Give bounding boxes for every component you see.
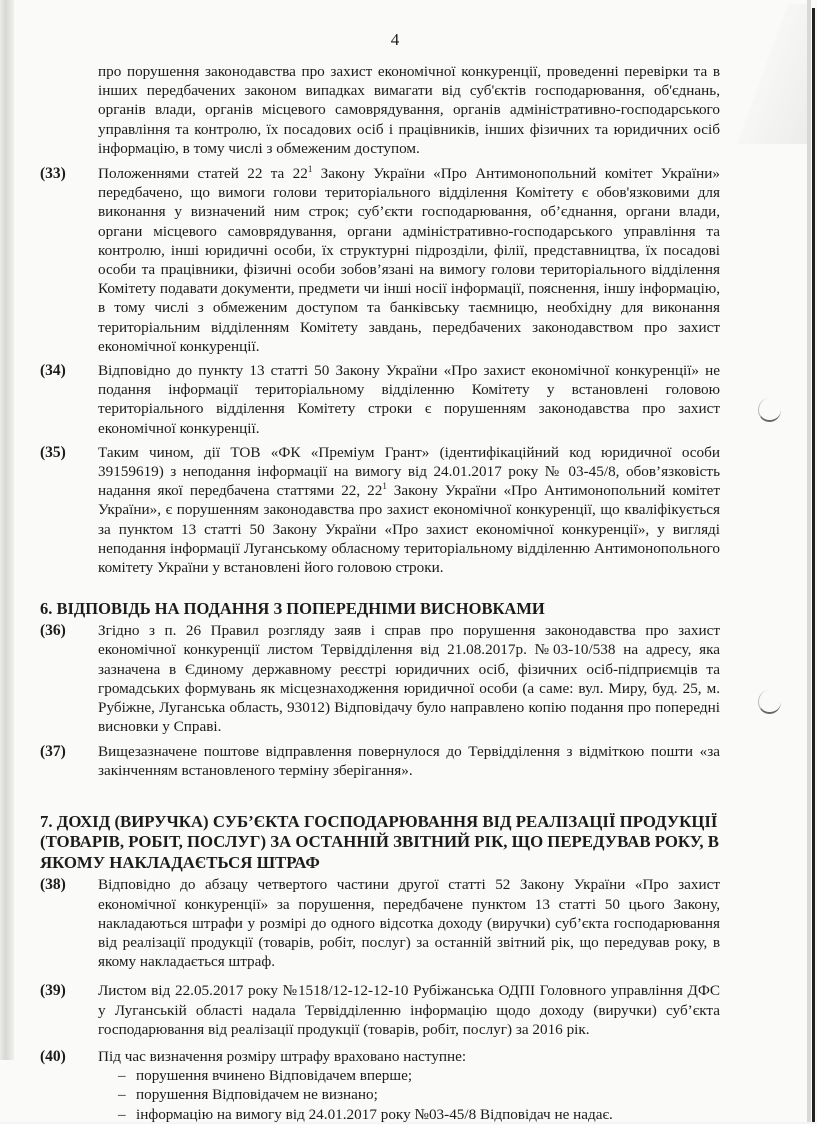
list-item: – інформацію на вимогу від 24.01.2017 року №03-45/8 Відповідач не надає. bbox=[118, 1105, 613, 1123]
paragraph-number: (38) bbox=[40, 876, 66, 894]
paragraph-text: Положеннями статей 22 та $22^1$ Закону України «Про Антимонопольний комітет України» передбачено, що вимоги голови територіального відділення Комітету є обов'язковими для виконання у визначений ним строк; суб’єкти господарювання, об’єднання, органи влади, органи місцевого самоврядування, органи адміністративно-господарського управління та контролю, інші юридичні особи, їх структурні підрозділи, філії, представництва, їх посадові особи та працівники, фізичні особи зобов’язані на вимогу голови територіального відділення Комітету подавати документи, предмети чи інші носії інформації, пояснення, іншу інформацію, в тому числі з обмеженим доступом та банківську таємницю, необхідну для виконання територіальним відділенням Комітету завдань, передбачених законодавством про захист економічної конкуренції. bbox=[98, 163, 721, 355]
page-number: 4 bbox=[390, 30, 400, 49]
numbered-paragraph-39 bbox=[40, 981, 720, 1039]
paragraph-number: (33) bbox=[40, 165, 66, 183]
numbered-paragraph-34 bbox=[40, 361, 720, 438]
punch-hole-icon bbox=[758, 398, 781, 422]
punch-hole-icon bbox=[758, 690, 781, 714]
paragraph-text: Згідно з п. 26 Правил розгляду заяв і справ про порушення законодавства про захист економічної конкуренції листом Тервідділення від 21.08.2017р. №03-10/538 на адресу, яка зазначена в Єдиному державному реєстрі юридичних осіб, фізичних осіб-підприємців та громадських формувань як місцезнаходження юридичної особи (а саме: вул. Миру, буд. 25, м. Рубіжне, Луганська область, 93012) Відповідачу було направлено копію подання про попередні висновки у Справі. bbox=[98, 622, 720, 736]
paragraph-number: (37) bbox=[40, 742, 66, 760]
paragraph-lead: Під час визначення розміру штрафу враховано наступне: bbox=[98, 1048, 467, 1066]
numbered-paragraph-35 bbox=[40, 443, 720, 577]
dash-bullet-icon: – bbox=[118, 1086, 126, 1104]
paragraph-number: (39) bbox=[40, 982, 66, 1000]
paragraph-text: Вищезазначене поштове відправлення повернулося до Тервідділення з відміткою пошти «за закінченням встановленого терміну зберігання». bbox=[98, 742, 720, 779]
paragraph-text: Таким чином, дії ТОВ «ФК «Преміум Грант» (ідентифікаційний код юридичної особи 39159619) з неподання інформації на вимогу від 24.01.2017 року № 03-45/8, обов’язковість надання якої передбачена статтями 22, $22^1$ Закону України «Про Антимонопольний комітет України», є порушенням законодавства про захист економічної конкуренції, що кваліфікується за пунктом 13 статті 50 Закону України «Про захист економічної конкуренції», у вигляді неподання інформації Луганському обласному територіальному відділенню Антимонопольного комітету України у встановлені його головою строки. bbox=[98, 443, 720, 577]
paragraph-number: (36) bbox=[40, 622, 66, 640]
paragraph-number: (40) bbox=[40, 1048, 66, 1066]
numbered-paragraph-36 bbox=[40, 621, 720, 736]
paragraph-text: Відповідно до абзацу четвертого частини другої статті 52 Закону України «Про захист економічної конкуренції» за порушення, передбачене пунктом 13 статті 50 цього Закону, накладаються штрафи у розмірі до одного відсотка доходу (виручки) суб’єкта господарювання від реалізації продукції (товарів, робіт, послуг) за останній звітний рік, що передував року, в якому накладається штраф. bbox=[98, 876, 720, 971]
section-heading-7: 7. ДОХІД (ВИРУЧКА) СУБ’ЄКТА ГОСПОДАРЮВАННЯ ВІД РЕАЛІЗАЦІЇ ПРОДУКЦІЇ (ТОВАРІВ, РОБІТ, ПОСЛУГ) ЗА ОСТАННІЙ ЗВІТНИЙ РІК, ЩО ПЕРЕДУВАВ РОКУ, В ЯКОМУ НАКЛАДАЄТЬСЯ ШТРАФ bbox=[40, 811, 719, 872]
numbered-paragraph-33 bbox=[40, 164, 720, 356]
numbered-paragraph-40 bbox=[40, 1047, 720, 1124]
list-item: – порушення Відповідачем не визнано; bbox=[118, 1086, 378, 1104]
dash-bullet-icon: – bbox=[118, 1105, 126, 1123]
list-item: – порушення вчинено Відповідачем вперше; bbox=[118, 1067, 413, 1085]
scan-right-edge-shadow bbox=[807, 0, 811, 1122]
section-heading-6: 6. ВІДПОВІДЬ НА ПОДАННЯ З ПОПЕРЕДНІМИ ВИСНОВКАМИ bbox=[40, 599, 545, 619]
document-body bbox=[40, 62, 720, 1124]
paragraph-number: (35) bbox=[40, 443, 66, 461]
paragraph-text bbox=[98, 1047, 720, 1124]
scan-right-edge-line bbox=[812, 8, 815, 1122]
numbered-paragraph-38 bbox=[40, 875, 720, 971]
folded-corner bbox=[728, 4, 809, 144]
paragraph-text: Листом від 22.05.2017 року №1518/12-12-12-10 Рубіжанська ОДПІ Головного управління ДФС у Луганській області надала Тервідділенню інформацію щодо доходу (виручки) суб’єкта господарювання від реалізації продукції (товарів, робіт, послуг) за 2016 рік. bbox=[98, 982, 720, 1038]
numbered-paragraph-37 bbox=[40, 742, 720, 780]
continued-paragraph: про порушення законодавства про захист економічної конкуренції, проведенні перевірки та в інших передбачених законом випадках вимагати від суб'єктів господарювання, об'єднань, органів влади, органів місцевого самоврядування, органів адміністративно-господарського управління та контролю, їх посадових осіб і працівників, інших фізичних та юридичних осіб інформацію, в тому числі з обмеженим доступом. bbox=[98, 63, 720, 157]
scan-left-edge-shadow bbox=[0, 0, 14, 1060]
paragraph-text: Відповідно до пункту 13 статті 50 Закону України «Про захист економічної конкуренції» не подання інформації територіальному відділенню Комітету у встановлені головою територіального відділення Комітету строки є порушенням законодавства про захист економічної конкуренції. bbox=[98, 362, 720, 437]
paragraph-number: (34) bbox=[40, 362, 66, 380]
dash-bullet-icon: – bbox=[118, 1067, 126, 1085]
factors-list bbox=[118, 1066, 720, 1124]
